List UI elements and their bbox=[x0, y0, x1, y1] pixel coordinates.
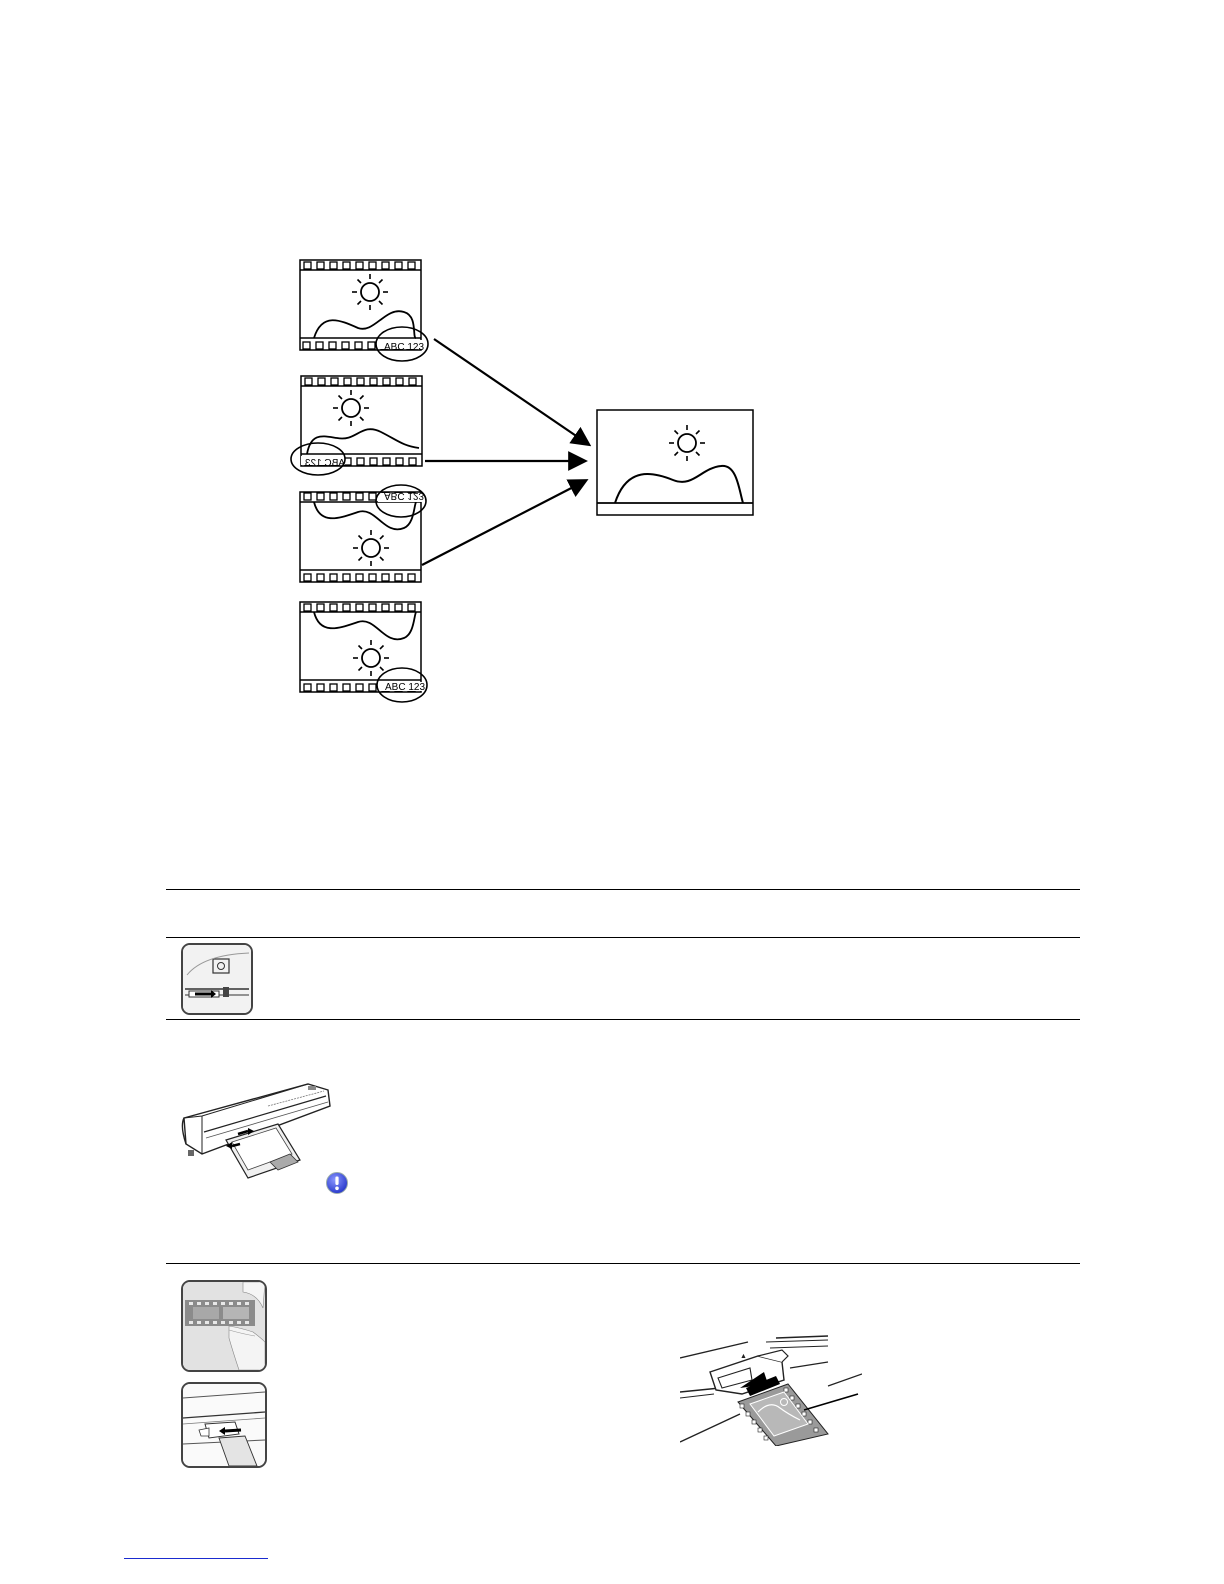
film-orientation-diagram bbox=[0, 0, 1224, 740]
film-frame-correct bbox=[300, 260, 422, 350]
film-holder-insert-icon bbox=[181, 1382, 267, 1468]
arrow-1 bbox=[434, 339, 588, 444]
film-frame-mirrored bbox=[301, 376, 422, 466]
table-rule-row2 bbox=[166, 1263, 1080, 1264]
svg-text:▲: ▲ bbox=[740, 1353, 747, 1360]
frame-caption-2: ABC 123 bbox=[304, 458, 345, 469]
footer-link-underline bbox=[124, 1558, 268, 1559]
film-strip-hand-icon bbox=[181, 1280, 267, 1372]
film-frame-flipped bbox=[300, 490, 425, 582]
table-rule-top bbox=[166, 889, 1080, 890]
table-rule-row1 bbox=[166, 1019, 1080, 1020]
power-switch-icon bbox=[181, 943, 253, 1015]
film-frame-upside-down bbox=[300, 602, 422, 692]
frame-caption-1: ABC 123 bbox=[384, 342, 425, 353]
info-icon bbox=[325, 1171, 349, 1195]
scanner-with-film-holder-icon bbox=[178, 1082, 340, 1182]
result-image bbox=[597, 410, 753, 515]
table-rule-header bbox=[166, 937, 1080, 938]
film-holder-detail-icon bbox=[680, 1330, 862, 1446]
arrow-3 bbox=[422, 481, 585, 565]
frame-caption-4: ABC 123 bbox=[385, 682, 426, 693]
frame-caption-3: ABC 123 bbox=[384, 490, 425, 501]
